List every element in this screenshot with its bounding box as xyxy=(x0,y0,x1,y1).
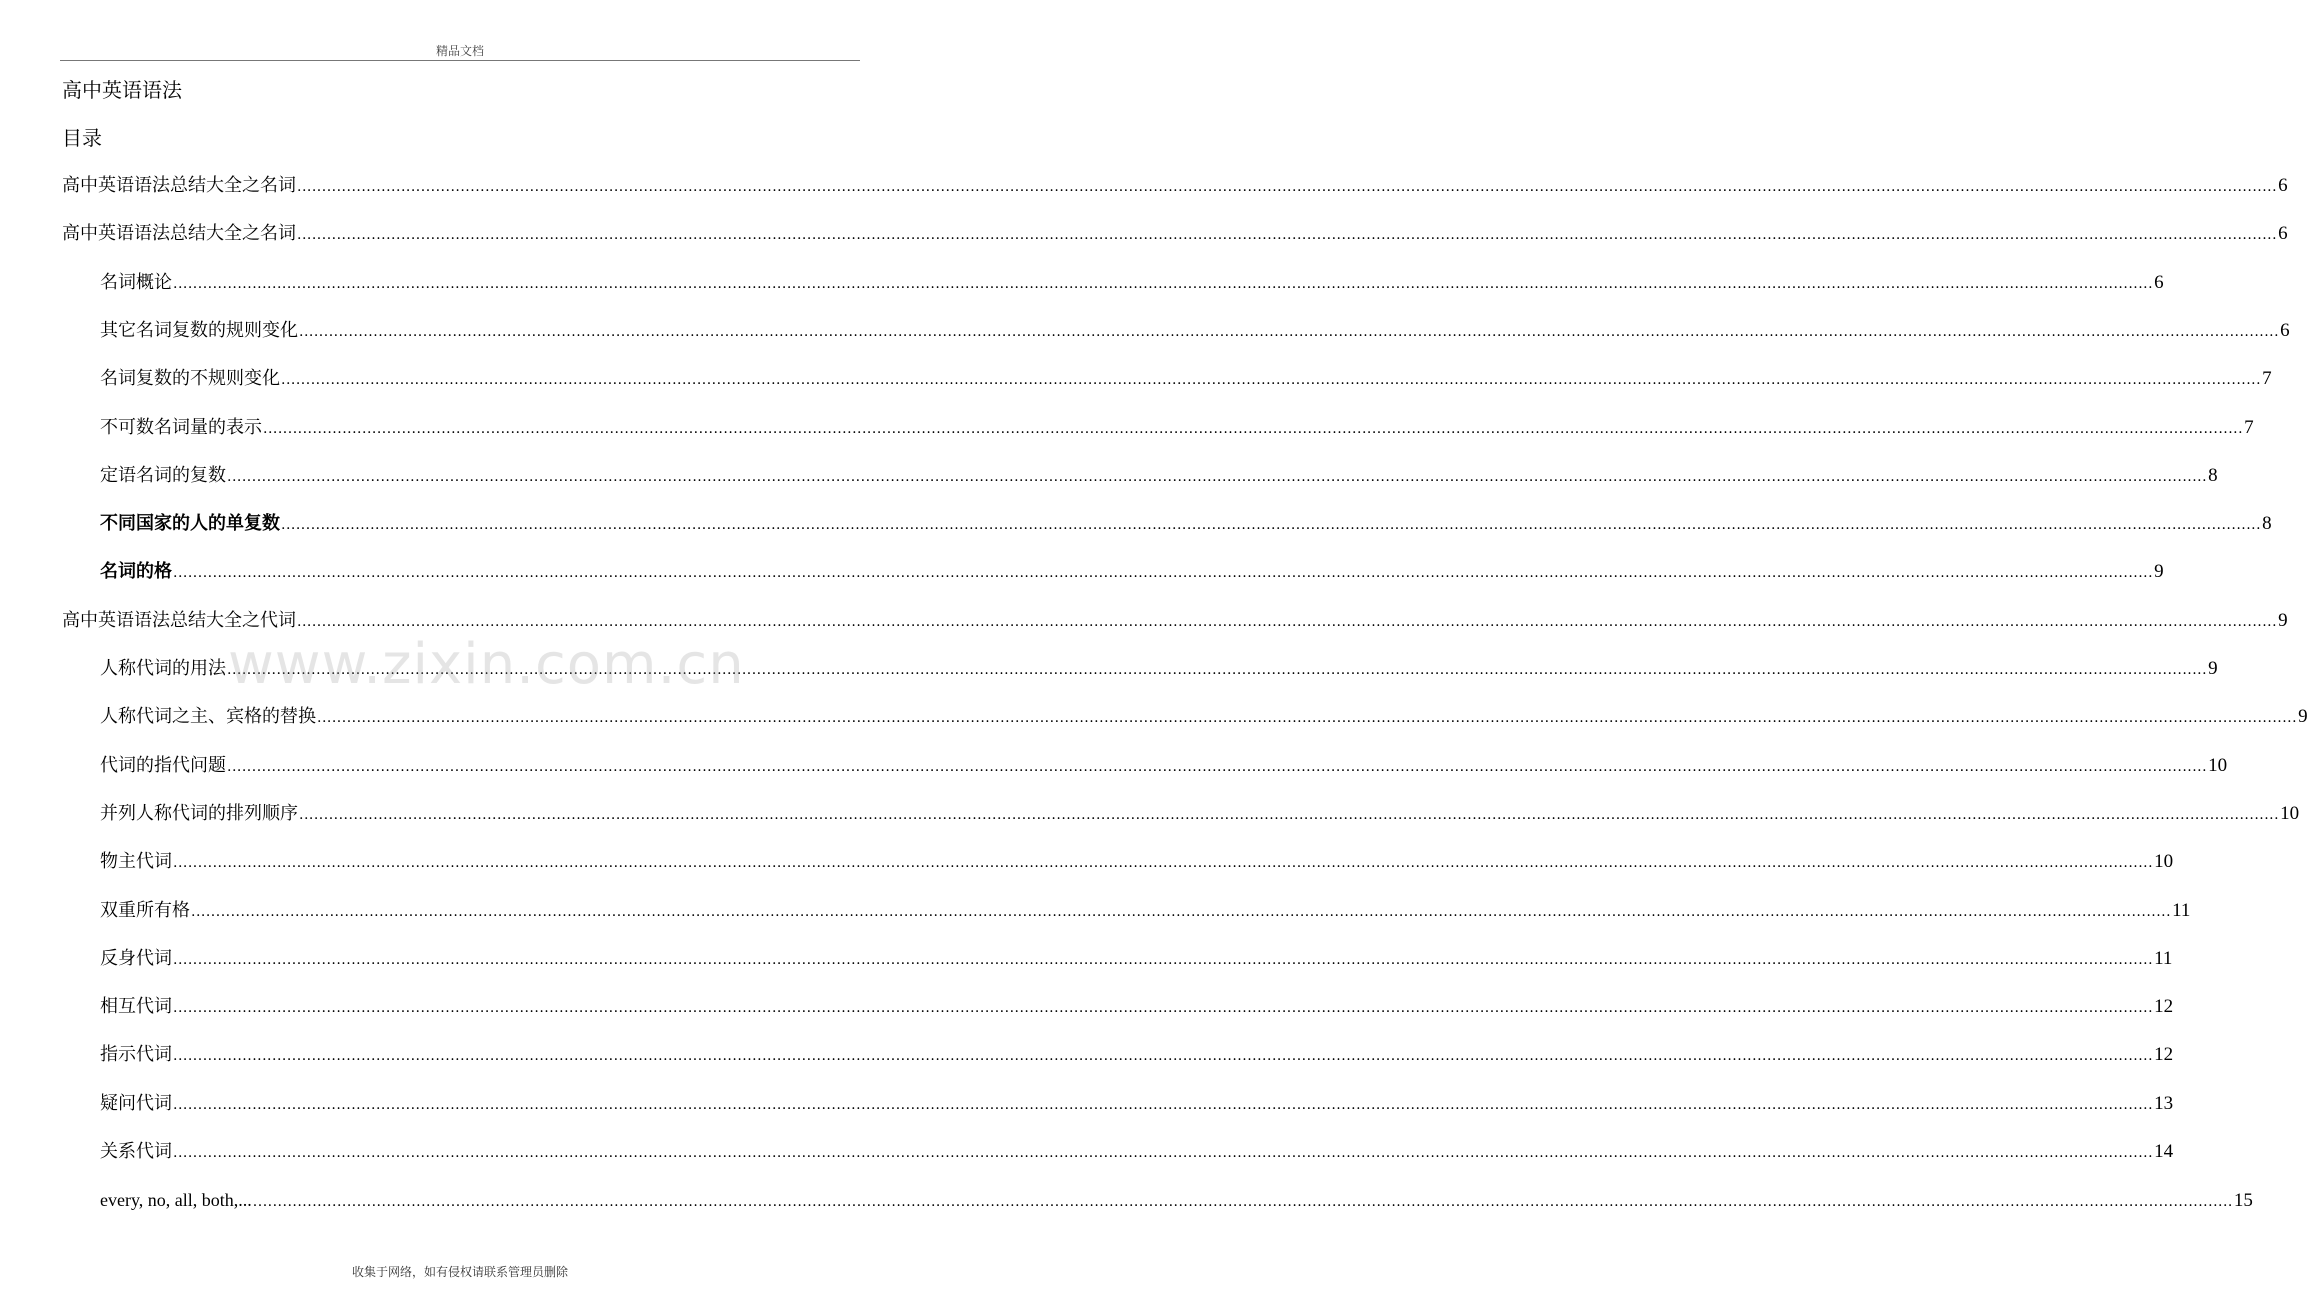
toc-entry[interactable] xyxy=(100,1138,2174,1166)
toc-leader-dots: ................................................................................................................................................................................................................................................................................................................................................................................................................ xyxy=(281,372,2262,389)
toc-entry-page: 11 xyxy=(2154,947,2173,969)
toc-entry[interactable] xyxy=(100,510,2272,538)
page-footer: 收集于网络，如有侵权请联系管理员删除 xyxy=(351,1265,568,1279)
toc-entry[interactable] xyxy=(100,655,2218,683)
watermark: www.zixin.com.cn xyxy=(228,632,745,697)
toc-entry[interactable] xyxy=(100,1186,2253,1214)
toc-leader-dots: ................................................................................................................................................................................................................................................................................................................................................................................................................ xyxy=(299,806,2280,823)
toc-heading: 目录 xyxy=(62,126,102,150)
toc-leader-dots: ................................................................................................................................................................................................................................................................................................................................................................................................................ xyxy=(297,613,2278,630)
toc-entry-label: every, no, all, both,... xyxy=(100,1190,252,1211)
toc-entry-label: 不同国家的人的单复数 xyxy=(100,513,280,535)
toc-leader-dots: ................................................................................................................................................................................................................................................................................................................................................................................................................ xyxy=(227,758,2208,775)
toc-entry-page: 13 xyxy=(2154,1092,2174,1114)
toc-entry[interactable] xyxy=(100,752,2228,780)
toc-entry-label: 人称代词的用法 xyxy=(100,658,226,679)
page-header: 精品文档 xyxy=(435,44,484,58)
toc-entry-label: 反身代词 xyxy=(100,947,172,969)
toc-entry-label: 疑问代词 xyxy=(100,1092,172,1114)
toc-leader-dots: ................................................................................................................................................................................................................................................................................................................................................................................................................ xyxy=(297,227,2278,244)
toc-entry-page: 7 xyxy=(2262,368,2272,390)
toc-entry-page: 10 xyxy=(2154,851,2174,873)
toc-entry-page: 15 xyxy=(2233,1190,2253,1212)
toc-leader-dots: ................................................................................................................................................................................................................................................................................................................................................................................................................ xyxy=(299,323,2280,340)
toc-entry[interactable] xyxy=(62,607,2288,635)
toc-entry[interactable] xyxy=(100,800,2300,828)
toc-leader-dots: ................................................................................................................................................................................................................................................................................................................................................................................................................ xyxy=(173,1048,2154,1065)
toc-entry-page: 6 xyxy=(2280,319,2290,341)
toc-entry-page: 9 xyxy=(2208,658,2218,679)
toc-entry[interactable] xyxy=(62,172,2288,200)
toc-entry-label: 物主代词 xyxy=(100,851,172,873)
toc-entry-page: 6 xyxy=(2278,223,2288,245)
toc-entry-page: 8 xyxy=(2208,464,2218,486)
toc-leader-dots: ................................................................................................................................................................................................................................................................................................................................................................................................................ xyxy=(173,275,2154,292)
toc-leader-dots: ................................................................................................................................................................................................................................................................................................................................................................................................................ xyxy=(173,1145,2154,1161)
toc-leader-dots: ................................................................................................................................................................................................................................................................................................................................................................................................................ xyxy=(191,903,2172,920)
toc-leader-dots: ................................................................................................................................................................................................................................................................................................................................................................................................................ xyxy=(227,662,2208,678)
toc-entry[interactable] xyxy=(100,269,2164,297)
toc-entry[interactable] xyxy=(100,703,2308,731)
document-title: 高中英语语法 xyxy=(62,78,182,102)
toc-entry-label: 不可数名词量的表示 xyxy=(100,416,262,438)
toc-entry-page: 9 xyxy=(2298,706,2308,728)
toc-entry[interactable] xyxy=(100,462,2218,490)
toc-entry[interactable] xyxy=(100,897,2191,925)
toc-entry-label: 名词的格 xyxy=(100,561,172,583)
toc-entry-page: 6 xyxy=(2278,175,2288,196)
toc-entry-label: 高中英语语法总结大全之代词 xyxy=(62,609,296,631)
toc-leader-dots: ................................................................................................................................................................................................................................................................................................................................................................................................................ xyxy=(227,468,2208,485)
toc-entry-page: 9 xyxy=(2278,609,2288,631)
toc-entry-page: 14 xyxy=(2154,1141,2174,1162)
toc-leader-dots: ................................................................................................................................................................................................................................................................................................................................................................................................................ xyxy=(173,565,2154,582)
toc-leader-dots: ................................................................................................................................................................................................................................................................................................................................................................................................................ xyxy=(173,855,2154,872)
toc-leader-dots: ................................................................................................................................................................................................................................................................................................................................................................................................................ xyxy=(173,1096,2154,1113)
toc-entry-label: 指示代词 xyxy=(100,1044,172,1066)
toc-leader-dots: ................................................................................................................................................................................................................................................................................................................................................................................................................ xyxy=(263,420,2244,437)
toc-entry-label: 高中英语语法总结大全之名词 xyxy=(62,175,296,196)
toc-entry[interactable] xyxy=(100,317,2290,345)
header-divider xyxy=(60,60,860,61)
toc-entry-page: 11 xyxy=(2172,899,2191,921)
toc-entry[interactable] xyxy=(100,848,2174,876)
toc-entry-label: 双重所有格 xyxy=(100,899,190,921)
toc-entry-page: 7 xyxy=(2244,416,2254,438)
toc-entry-page: 10 xyxy=(2280,802,2300,824)
toc-entry-label: 定语名词的复数 xyxy=(100,464,226,486)
toc-entry[interactable] xyxy=(100,993,2174,1021)
toc-entry-page: 10 xyxy=(2208,754,2228,776)
toc-entry-page: 12 xyxy=(2154,1044,2174,1066)
toc-leader-dots: ................................................................................................................................................................................................................................................................................................................................................................................................................ xyxy=(173,951,2154,968)
toc-leader-dots: ................................................................................................................................................................................................................................................................................................................................................................................................................ xyxy=(317,710,2298,727)
toc-entry-label: 人称代词之主、宾格的替换 xyxy=(100,706,316,728)
toc-entry-label: 代词的指代问题 xyxy=(100,754,226,776)
toc-entry-label: 名词概论 xyxy=(100,271,172,293)
toc-entry-page: 8 xyxy=(2262,513,2272,535)
toc-entry-label: 其它名词复数的规则变化 xyxy=(100,319,298,341)
toc-entry-label: 并列人称代词的排列顺序 xyxy=(100,802,298,824)
toc-entry[interactable] xyxy=(100,365,2272,393)
toc-entry-page: 6 xyxy=(2154,271,2164,293)
toc-entry-label: 关系代词 xyxy=(100,1141,172,1162)
toc-entry[interactable] xyxy=(100,558,2164,586)
toc-entry[interactable] xyxy=(100,945,2173,973)
toc-entry[interactable] xyxy=(62,220,2288,248)
toc-leader-dots: ................................................................................................................................................................................................................................................................................................................................................................................................................ xyxy=(252,1194,2233,1211)
toc-leader-dots: ................................................................................................................................................................................................................................................................................................................................................................................................................ xyxy=(281,517,2262,534)
toc-entry-label: 高中英语语法总结大全之名词 xyxy=(62,223,296,245)
toc-entry-page: 9 xyxy=(2154,561,2164,583)
toc-entry[interactable] xyxy=(100,1090,2174,1118)
toc-leader-dots: ................................................................................................................................................................................................................................................................................................................................................................................................................ xyxy=(297,179,2278,195)
toc-entry-page: 12 xyxy=(2154,996,2174,1018)
toc-entry-label: 名词复数的不规则变化 xyxy=(100,368,280,390)
toc-entry[interactable] xyxy=(100,1041,2174,1069)
toc-leader-dots: ................................................................................................................................................................................................................................................................................................................................................................................................................ xyxy=(173,1000,2154,1017)
toc-entry-label: 相互代词 xyxy=(100,996,172,1018)
toc-entry[interactable] xyxy=(100,414,2254,442)
